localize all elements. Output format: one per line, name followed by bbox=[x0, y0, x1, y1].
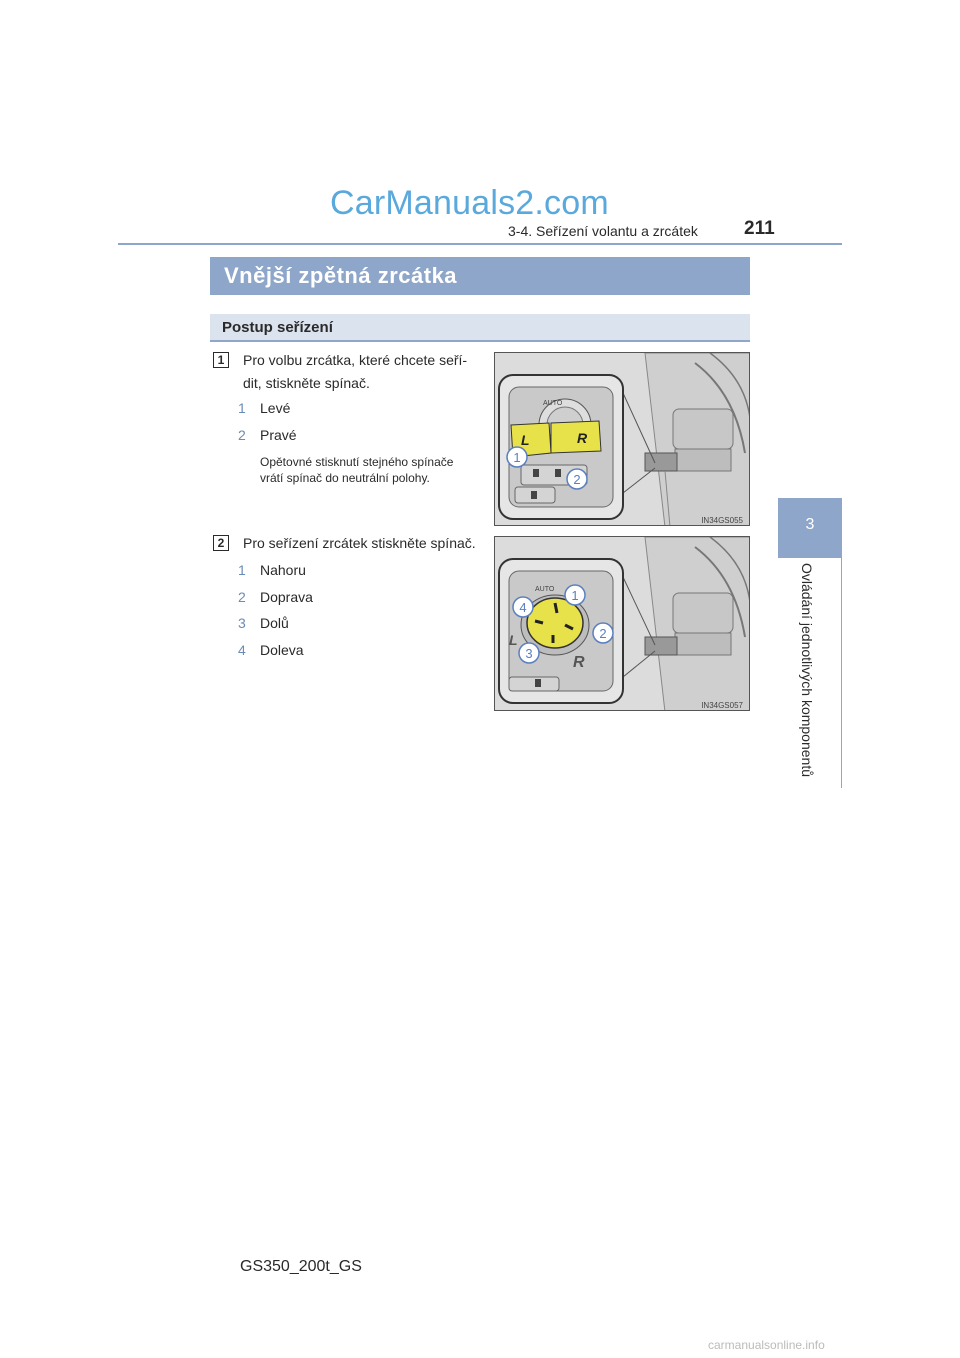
subtitle: Postup seřízení bbox=[222, 319, 333, 336]
step-1-item-2-label: Pravé bbox=[260, 427, 297, 443]
figure-code-2: IN34GS057 bbox=[701, 701, 743, 710]
callout-down: 3 bbox=[525, 646, 533, 661]
step-2-item-2-label: Doprava bbox=[260, 589, 313, 605]
model-code: GS350_200t_GS bbox=[240, 1258, 362, 1275]
button-l-label-2: L bbox=[509, 632, 518, 648]
watermark-logo-top: CarManuals2.com bbox=[330, 184, 609, 222]
watermark-bottom: carmanualsonline.info bbox=[708, 1338, 825, 1352]
callout-2: 2 bbox=[573, 472, 581, 487]
page-title: Vnější zpětná zrcátka bbox=[224, 263, 458, 288]
step-2-item-1-label: Nahoru bbox=[260, 562, 306, 578]
callout-1: 1 bbox=[513, 450, 521, 465]
step-1-item-1-label: Levé bbox=[260, 400, 291, 416]
auto-label: AUTO bbox=[543, 400, 563, 407]
auto-label-2: AUTO bbox=[535, 586, 555, 593]
step-1-item-2-num: 2 bbox=[238, 427, 246, 443]
step-2-item-1-num: 1 bbox=[238, 562, 246, 578]
mirror-select-illustration bbox=[495, 353, 750, 526]
step-2-item-2-num: 2 bbox=[238, 589, 246, 605]
step-1-text-line2: dit, stiskněte spínač. bbox=[243, 375, 370, 391]
figure-mirror-adjust-switch bbox=[494, 536, 750, 711]
step-2-badge: 2 bbox=[213, 535, 229, 551]
step-2-item-4-num: 4 bbox=[238, 642, 246, 658]
step-1-note-line1: Opětovné stisknutí stejného spínače bbox=[260, 455, 454, 469]
mirror-adjust-illustration bbox=[495, 537, 750, 711]
header-divider bbox=[118, 243, 842, 245]
button-r-label-2: R bbox=[573, 654, 585, 671]
callout-right: 2 bbox=[599, 626, 607, 641]
section-title: 3-4. Seřízení volantu a zrcátek bbox=[508, 223, 698, 239]
callout-left: 4 bbox=[519, 600, 527, 615]
step-1-item-1-num: 1 bbox=[238, 400, 246, 416]
step-1-text-line1: Pro volbu zrcátka, které chcete seří- bbox=[243, 352, 468, 368]
step-2-item-3-label: Dolů bbox=[260, 615, 289, 631]
button-r-label: R bbox=[577, 430, 588, 446]
callout-up: 1 bbox=[571, 588, 579, 603]
step-2-item-4-label: Doleva bbox=[260, 642, 304, 658]
button-l-label: L bbox=[521, 432, 530, 448]
page-number: 211 bbox=[744, 218, 775, 239]
chapter-label: Ovládání jednotlivých komponentů bbox=[799, 562, 815, 778]
figure-mirror-select-switch bbox=[494, 352, 750, 526]
chapter-tab-number: 3 bbox=[805, 516, 815, 533]
figure-code: IN34GS055 bbox=[701, 516, 743, 525]
chapter-tab-line bbox=[841, 558, 842, 788]
step-2-item-3-num: 3 bbox=[238, 615, 246, 631]
step-2-text: Pro seřízení zrcátek stiskněte spínač. bbox=[243, 535, 476, 551]
step-1-badge: 1 bbox=[213, 352, 229, 368]
step-1-note-line2: vrátí spínač do neutrální polohy. bbox=[260, 471, 430, 485]
